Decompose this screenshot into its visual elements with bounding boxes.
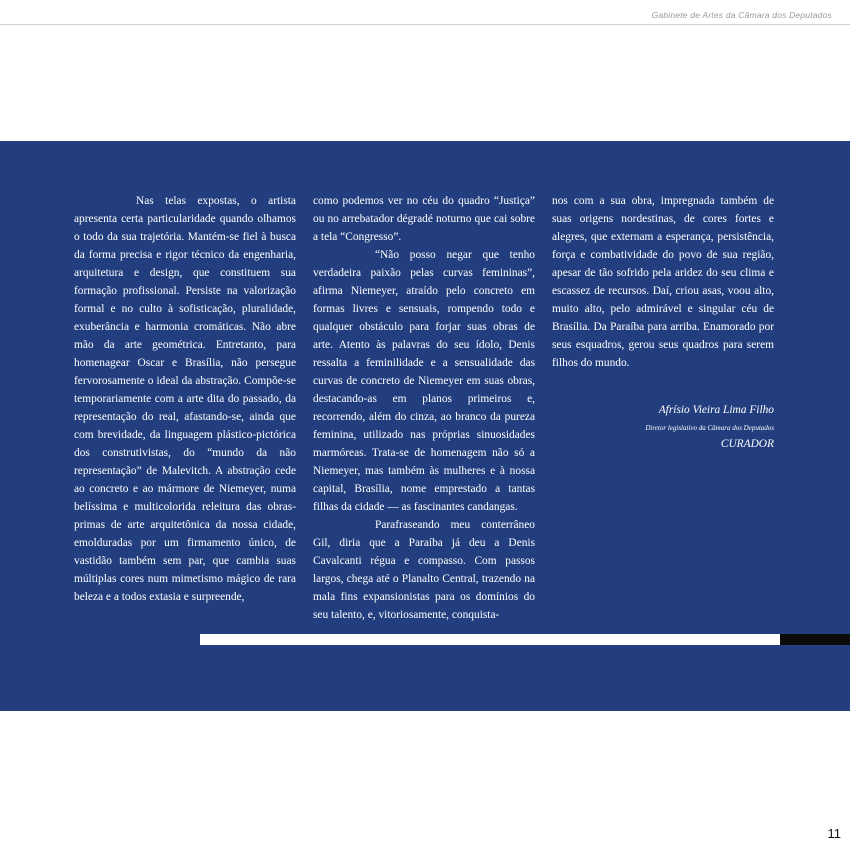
text-column-1: [74, 192, 296, 606]
running-header: Gabinete de Artes da Câmara dos Deputados: [651, 10, 832, 20]
text-column-2: [313, 192, 535, 624]
paragraph: nos com a sua obra, impregnada também de suas origens nordestinas, de cores fortes e alegres, que externam a esperança, persistência, força e combatividade do povo de sua região, apesar de tão sofrido pela aridez do seu clima e escassez de recursos. Daí, criou asas, voou alto, muito alto, pelo admirável e singular céu de Brasília. Da Paraíba para arriba. Enamorado por seus esquadros, gerou seus quadros para serem filhos do mundo.: [552, 195, 774, 369]
author-title: CURADOR: [720, 438, 774, 450]
paragraph: Parafraseando meu conterrâneo Gil, diria que a Paraíba já deu a Denis Cavalcanti régua e compasso. Com passos largos, chega até o Planalto Central, trazendo na mala fins expansionistas para os domínios do seu talento, e, vitoriosamente, conquista-: [313, 519, 535, 621]
white-stripe: [200, 634, 780, 645]
page-number: 11: [827, 826, 841, 841]
paragraph: como podemos ver no céu do quadro “Justiça” ou no arrebatador dégradé noturno que cai sobre a tela “Congresso”.: [313, 195, 535, 243]
signature-block: [552, 401, 774, 453]
paragraph: Nas telas expostas, o artista apresenta certa particularidade quando olhamos o todo da sua trajetória. Mantém-se fiel à busca da forma precisa e rigor técnico da engenharia, arquitetura e design, que constituem sua formação profissional. Persiste na valorização formal e no culto à sofisticação, pluralidade, exuberância e harmonia cromáticas. Não abre mão da arte geométrica. Entretanto, para homenagear Oscar e Brasília, não persegue fervorosamente o ideal da abstração. Compõe-se temporariamente com a arte dita do passado, da representação do real, afastando-se, ainda que com brevidade, da linguagem plástico-pictórica dos construtivistas, do “mundo da não representação” de Malevitch. A abstração cede ao concreto e ao mármore de Niemeyer, numa belíssima e multicolorida releitura das obras-primas de arte arquitetônica da nossa cidade, emolduradas por um firmamento único, de vastidão também sem par, que cambia suas múltiplas cores num mimetismo mágico de rara beleza e a todos extasia e surpreende,: [74, 195, 296, 603]
text-column-3: [552, 192, 774, 372]
paragraph: “Não posso negar que tenho verdadeira paixão pelas curvas femininas”, afirma Niemeyer, atraído pelo concreto em formas livres e sensuais, rompendo todo e qualquer obstáculo para forjar suas obras de arte. Atento às palavras do seu ídolo, Denis ressalta a feminilidade e a sensualidade das curvas de concreto de Niemeyer em suas obras, destacando-as em planos primeiros e, recorrendo, além do cinza, ao branco da pureza feminina, utilizado nas próprias sinuosidades marmóreas. Trata-se de homenagem não só a Niemeyer, mas também às mulheres e à nossa capital, Brasília, nome emprestado a tantas filhas da cidade — as fascinantes candangas.: [313, 249, 535, 513]
header-rule: [0, 24, 850, 25]
author-name: Afrísio Vieira Lima Filho: [658, 404, 774, 416]
author-role: Diretor legislativo da Câmara dos Deputados: [645, 424, 774, 432]
black-stripe: [780, 634, 850, 645]
